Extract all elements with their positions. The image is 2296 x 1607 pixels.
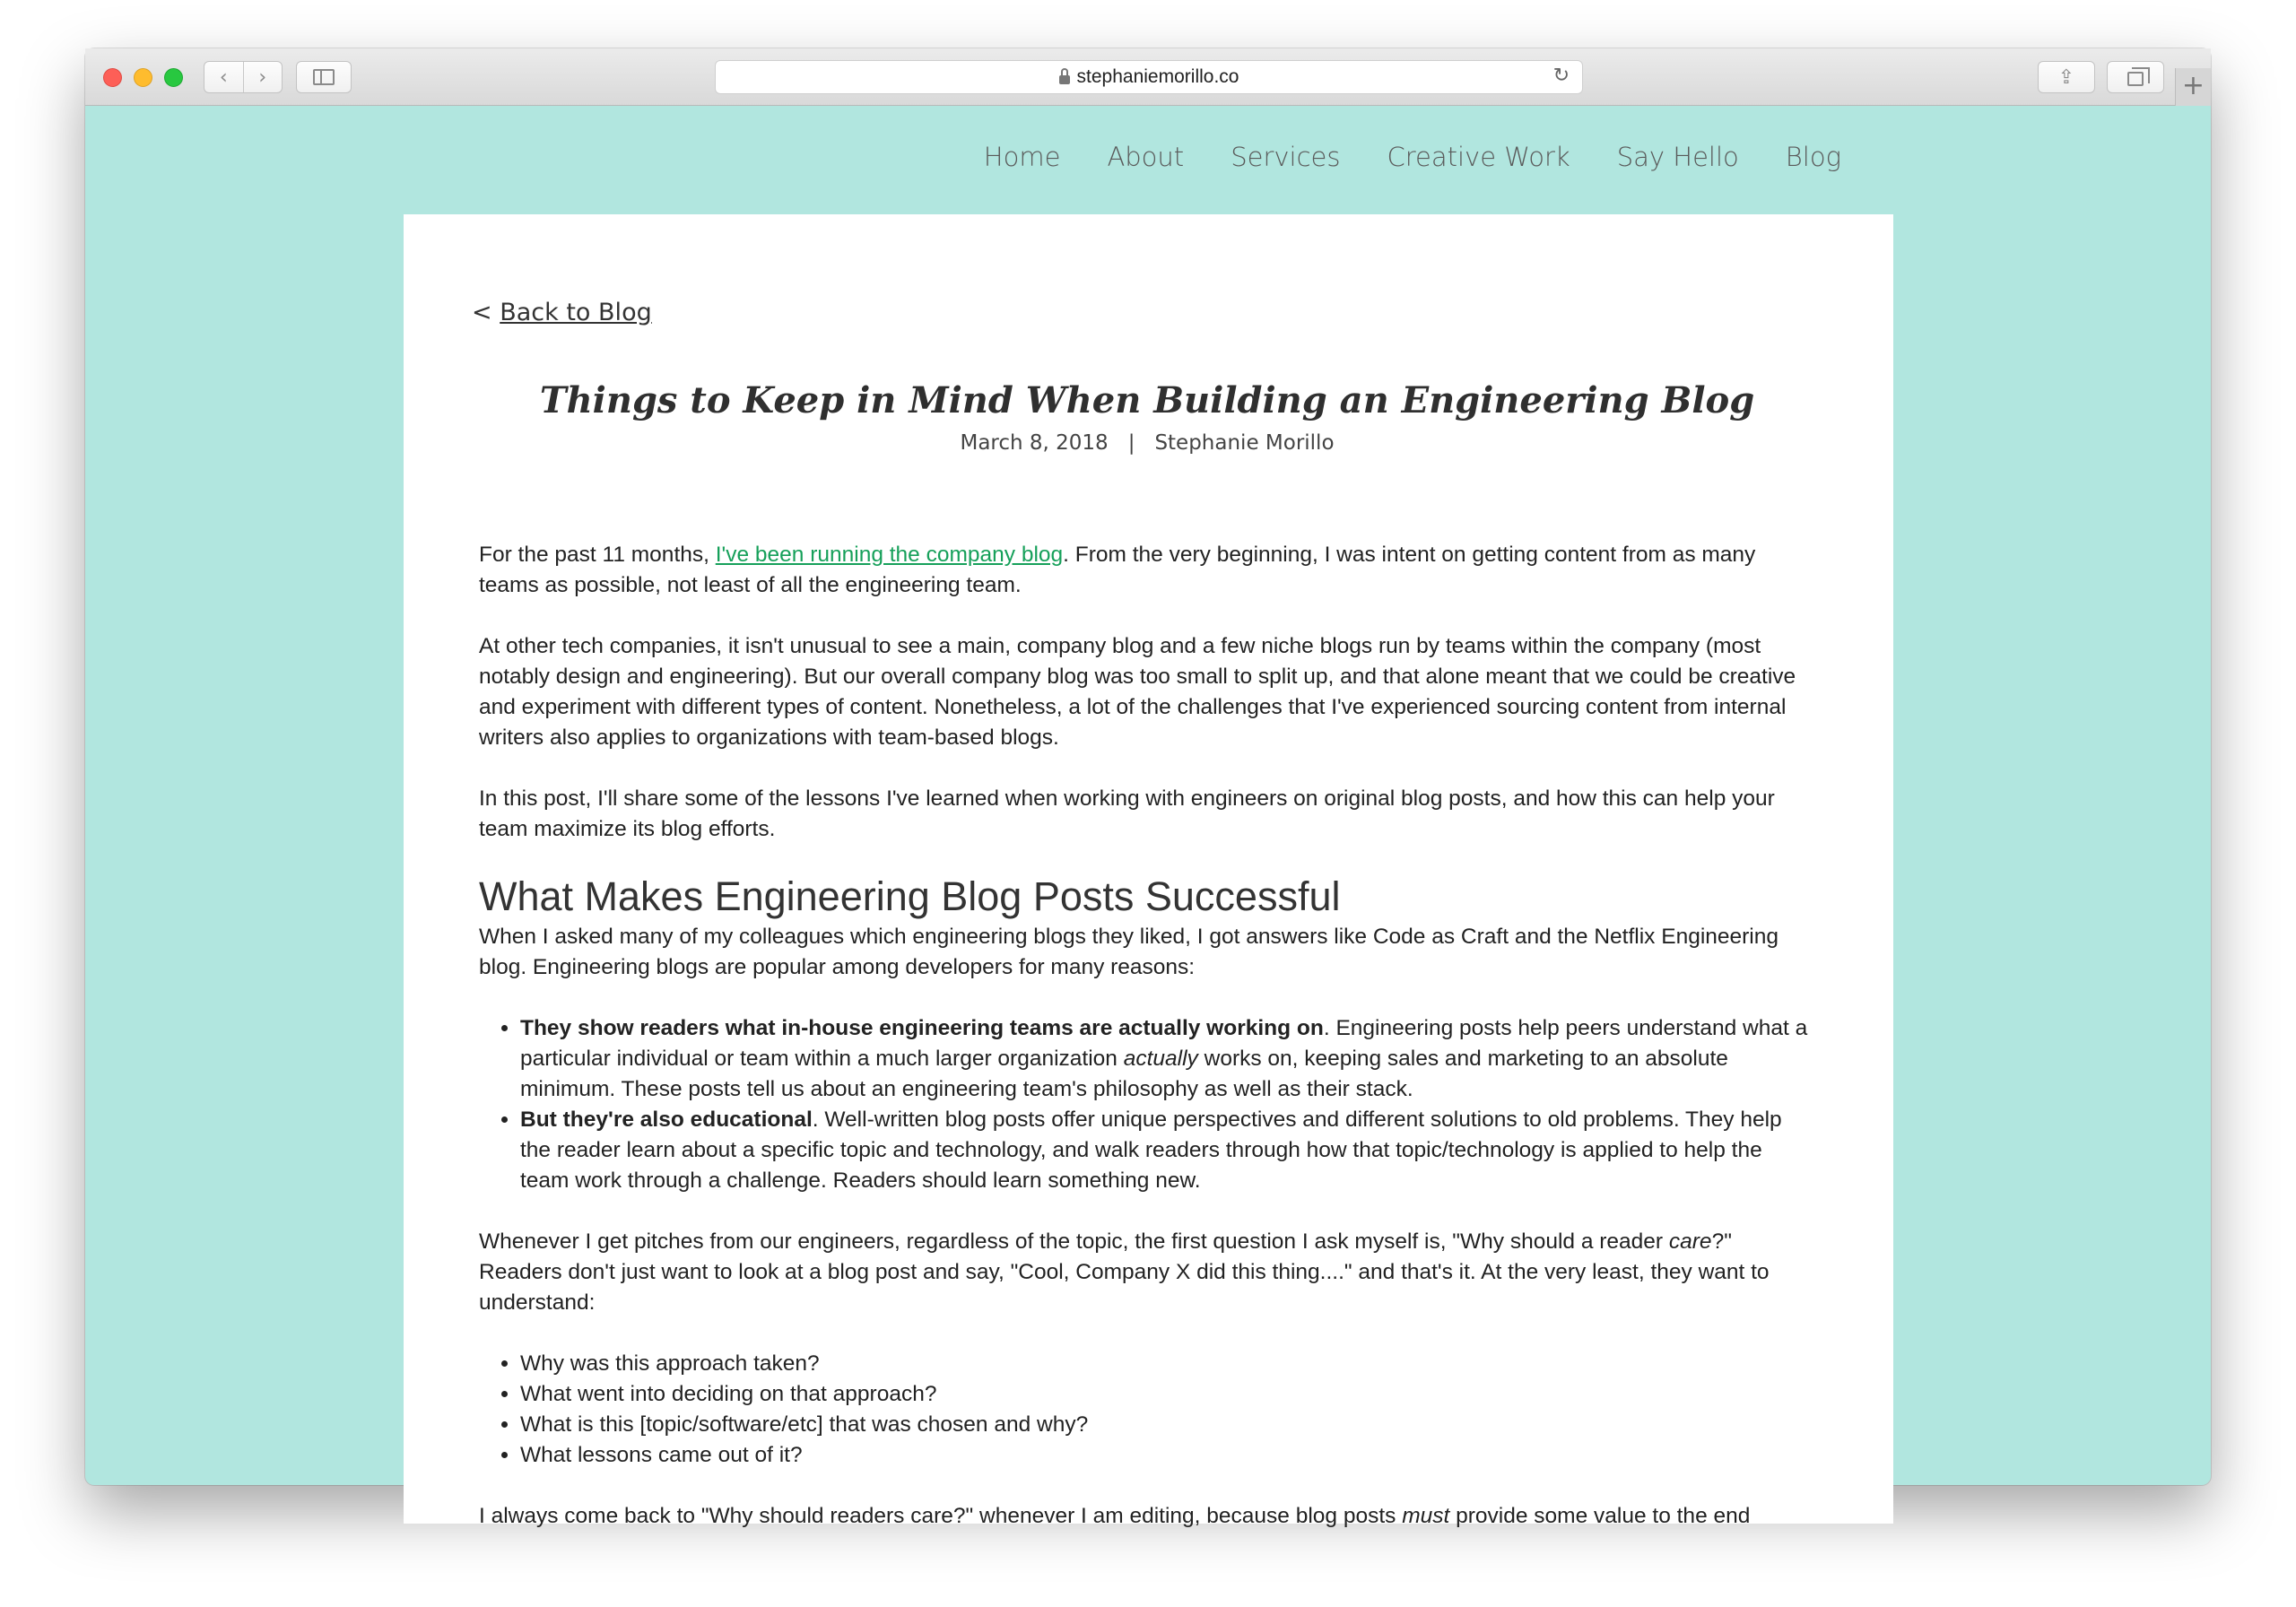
- list-item: • They show readers what in-house engineering teams are actually working on. Engineering posts help peers understand what a particular individual or team within a much larger organization actually works on, keeping sales and marketing to an absolute minimum. These posts tell us about an engineering team's philosophy as well as their stack.: [520, 1013, 1815, 1105]
- list-item: • What lessons came out of it?: [520, 1440, 1815, 1471]
- show-tabs-button[interactable]: [2107, 61, 2164, 93]
- back-to-blog-link[interactable]: Back to Blog: [500, 299, 652, 326]
- post-card: [404, 214, 1893, 1528]
- share-button[interactable]: [2038, 61, 2095, 93]
- back-arrow-icon[interactable]: ‹: [219, 65, 228, 89]
- list-item: • What is this [topic/software/etc] that was chosen and why?: [520, 1410, 1815, 1440]
- tabs-icon: [2127, 72, 2144, 86]
- reasons-list: [520, 1013, 1815, 1196]
- nav-services[interactable]: Services: [1231, 142, 1341, 172]
- paragraph-colleagues: When I asked many of my colleagues which engineering blogs they liked, I got answers like Code as Craft and the Netflix Engineering blog. Engineering blogs are popular among developers for many reasons:: [479, 925, 1779, 979]
- back-chevron: <: [472, 299, 492, 326]
- meta-separator: |: [1127, 431, 1135, 455]
- sidebar-icon: [313, 69, 335, 85]
- list-item: • What went into deciding on that approach?: [520, 1379, 1815, 1410]
- forward-arrow-icon[interactable]: ›: [258, 65, 267, 89]
- address-bar[interactable]: [715, 60, 1583, 94]
- zoom-window-button[interactable]: [164, 68, 183, 87]
- paragraph-lessons: In this post, I'll share some of the lessons I've learned when working with engineers on original blog posts, and how this can help your team maximize its blog efforts.: [479, 786, 1775, 841]
- browser-window: [85, 48, 2211, 1528]
- nav-say-hello[interactable]: Say Hello: [1616, 142, 1739, 172]
- list-item: • Why was this approach taken?: [520, 1349, 1815, 1379]
- minimize-window-button[interactable]: [134, 68, 152, 87]
- sidebar-toggle-button[interactable]: [296, 61, 352, 93]
- nav-creative-work[interactable]: Creative Work: [1387, 142, 1570, 172]
- back-to-blog: [472, 299, 652, 326]
- questions-list: [520, 1349, 1815, 1471]
- paragraph-readers-care: I always come back to "Why should readers care?" whenever I am editing, because blog posts must provide some value to the end: [479, 1504, 1751, 1528]
- close-window-button[interactable]: [103, 68, 122, 87]
- browser-toolbar: [85, 48, 2211, 106]
- nav-home[interactable]: Home: [983, 142, 1061, 172]
- new-tab-button[interactable]: +: [2175, 68, 2211, 106]
- nav-blog[interactable]: Blog: [1785, 142, 1841, 172]
- paragraph-pitches: Whenever I get pitches from our engineers, regardless of the topic, the first question I ask myself is, "Why should a reader care?" Readers don't just want to look at a blog post and say, "Cool, Company X did this thing...." and that's it. At the very least, they want to understand:: [479, 1229, 1770, 1315]
- post-date: March 8, 2018: [960, 431, 1109, 455]
- post-author: Stephanie Morillo: [1154, 431, 1335, 455]
- paragraph-intro: For the past 11 months, I've been running the company blog. From the very beginning, I was intent on getting content from as many teams as possible, not least of all the engineering team.: [479, 543, 1756, 597]
- site-navigation: [984, 142, 1841, 172]
- nav-about[interactable]: About: [1107, 142, 1185, 172]
- share-icon: ⇪: [2057, 65, 2075, 89]
- paragraph-other-companies: At other tech companies, it isn't unusual to see a main, company blog and a few niche blogs run by teams within the company (most notably design and engineering). But our overall company blog was too small to split up, and that alone meant that we could be creative and experiment with different types of content. Nonetheless, a lot of the challenges that I've experienced sourcing content from internal writers also applies to organizations with team-based blogs.: [479, 634, 1796, 750]
- list-item: • But they're also educational. Well-written blog posts offer unique perspectives and different solutions to old problems. They help the reader learn about a specific topic and technology, and walk readers through how that topic/technology is applied to help the team work through a challenge. Readers should learn something new.: [520, 1105, 1815, 1196]
- section-heading: What Makes Engineering Blog Posts Successful: [479, 873, 1341, 919]
- post-meta: [479, 431, 1815, 455]
- reload-icon[interactable]: ↻: [1552, 65, 1570, 87]
- company-blog-link[interactable]: I've been running the company blog: [715, 543, 1064, 567]
- lock-icon: [1059, 75, 1070, 84]
- address-url: stephaniemorillo.co: [1076, 66, 1239, 87]
- history-nav-group: [204, 61, 283, 93]
- post-title: Things to Keep in Mind When Building an Engineering Blog: [539, 379, 1755, 421]
- post-body: [479, 540, 1815, 1562]
